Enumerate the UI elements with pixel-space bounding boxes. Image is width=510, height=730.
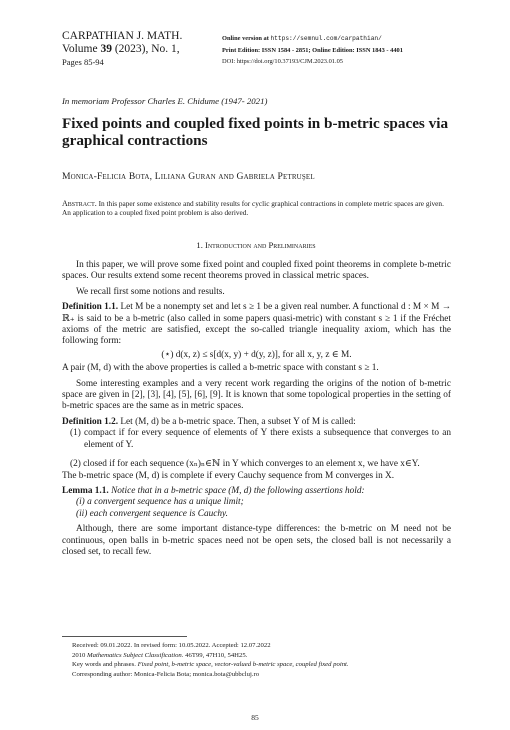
definition-1-1: Definition 1.1. Let M be a nonempty set and let s ≥ 1 be a given real number. A functional d : M × M → ℝ₊ is said to be a b-metric (also called in some papers quasi-metric) with constant s ≥ 1 if the Fréchet axioms of the metric are satisfied, except the so-called triangle inequality axiom, which has the following form: bbox=[62, 302, 452, 347]
abstract-label: Abstract. bbox=[62, 199, 97, 208]
definition-1-2: Definition 1.2. Let (M, d) be a b-metric space. Then, a subset Y of M is called: bbox=[62, 416, 356, 427]
body-text bbox=[62, 260, 451, 558]
list-item: (2) closed if for each sequence (xₙ)ₙ∈ℕ in Y which converges to an element x, we have x∈Y. bbox=[70, 459, 420, 470]
journal-volume: Volume 39 (2023), No. 1, bbox=[62, 43, 180, 55]
footnote-block bbox=[72, 641, 452, 679]
received-dates: Received: 09.01.2022. In revised form: 10.05.2022. Accepted: 12.07.2022 bbox=[72, 642, 271, 649]
lemma-1-1: Lemma 1.1. Notice that in a b-metric space (M, d) the following assertions hold: bbox=[62, 485, 365, 496]
abstract-text: In this paper some existence and stability results for cyclic graphical contractions in complete metric spaces are given. An application to a coupled fixed point problem is also derived. bbox=[62, 199, 444, 218]
corresponding-author: Corresponding author: Monica-Felicia Bota; monica.bota@ubbcluj.ro bbox=[72, 670, 260, 678]
paper-title: Fixed points and coupled fixed points in b-metric spaces via graphical contractions bbox=[62, 115, 449, 149]
online-version: Online version at https://semnul.com/carpathian/ bbox=[222, 35, 382, 42]
keywords: Key words and phrases. Fixed point, b-metric space, vector-valued b-metric space, coupled fixed point. bbox=[72, 661, 349, 668]
paragraph: Some interesting examples and a very recent work regarding the origins of the notion of b-metric space are given in [2], [3], [4], [5], [6], [9]. It is known that some topological properties in the setting of b-metric spaces are the same as in metric spaces. bbox=[62, 378, 451, 412]
journal-pages: Pages 85-94 bbox=[62, 57, 104, 67]
section-heading: 1. Introduction and Preliminaries bbox=[196, 240, 316, 250]
paragraph: A pair (M, d) with the above properties is called a b-metric space with constant s ≥ 1. bbox=[62, 363, 379, 374]
journal-header-left bbox=[62, 30, 182, 69]
page-number: 85 bbox=[251, 713, 259, 722]
journal-name: CARPATHIAN J. MATH. bbox=[62, 30, 183, 42]
footnote-divider bbox=[62, 636, 187, 637]
doi-link[interactable]: DOI: https://doi.org/10.37193/CJM.2023.01.05 bbox=[222, 58, 343, 65]
msc-classification: 2010 Mathematics Subject Classification. 46T99, 47H10, 54H25. bbox=[72, 651, 248, 659]
list-item: (1) compact if for every sequence of elements of Y there exists a subsequence that converges to an element of Y. bbox=[70, 428, 451, 450]
paragraph: Although, there are some important distance-type differences: the b-metric on M need not be continuous, open balls in b-metric spaces need not be open sets, the closed ball is not necessarily a closed set, to recall few. bbox=[62, 524, 451, 557]
journal-header-right bbox=[222, 33, 403, 68]
issn-line: Print Edition: ISSN 1584 - 2851; Online Edition: ISSN 1843 - 4401 bbox=[222, 46, 403, 54]
paragraph: The b-metric space (M, d) is complete if every Cauchy sequence from M converges in X. bbox=[62, 470, 395, 481]
memoriam-dedication: In memoriam Professor Charles E. Chidume (1947- 2021) bbox=[62, 96, 268, 106]
list-item: (i) a convergent sequence has a unique limit; bbox=[76, 497, 244, 508]
abstract bbox=[62, 199, 450, 218]
triangle-inequality-formula: (⋆) d(x, z) ≤ s[d(x, y) + d(y, z)], for all x, y, z ∈ M. bbox=[161, 349, 352, 360]
online-url-link[interactable]: https://semnul.com/carpathian/ bbox=[270, 35, 382, 42]
paragraph: We recall first some notions and results. bbox=[76, 286, 225, 297]
author-list: Monica-Felicia Bota, Liliana Guran and Gabriela Petruşel bbox=[62, 171, 315, 182]
paragraph: In this paper, we will prove some fixed point and coupled fixed point theorems in complete b-metric spaces. Our results extend some recent theorems proved in classical metric spaces. bbox=[62, 260, 451, 282]
list-item: (ii) each convergent sequence is Cauchy. bbox=[76, 508, 228, 519]
